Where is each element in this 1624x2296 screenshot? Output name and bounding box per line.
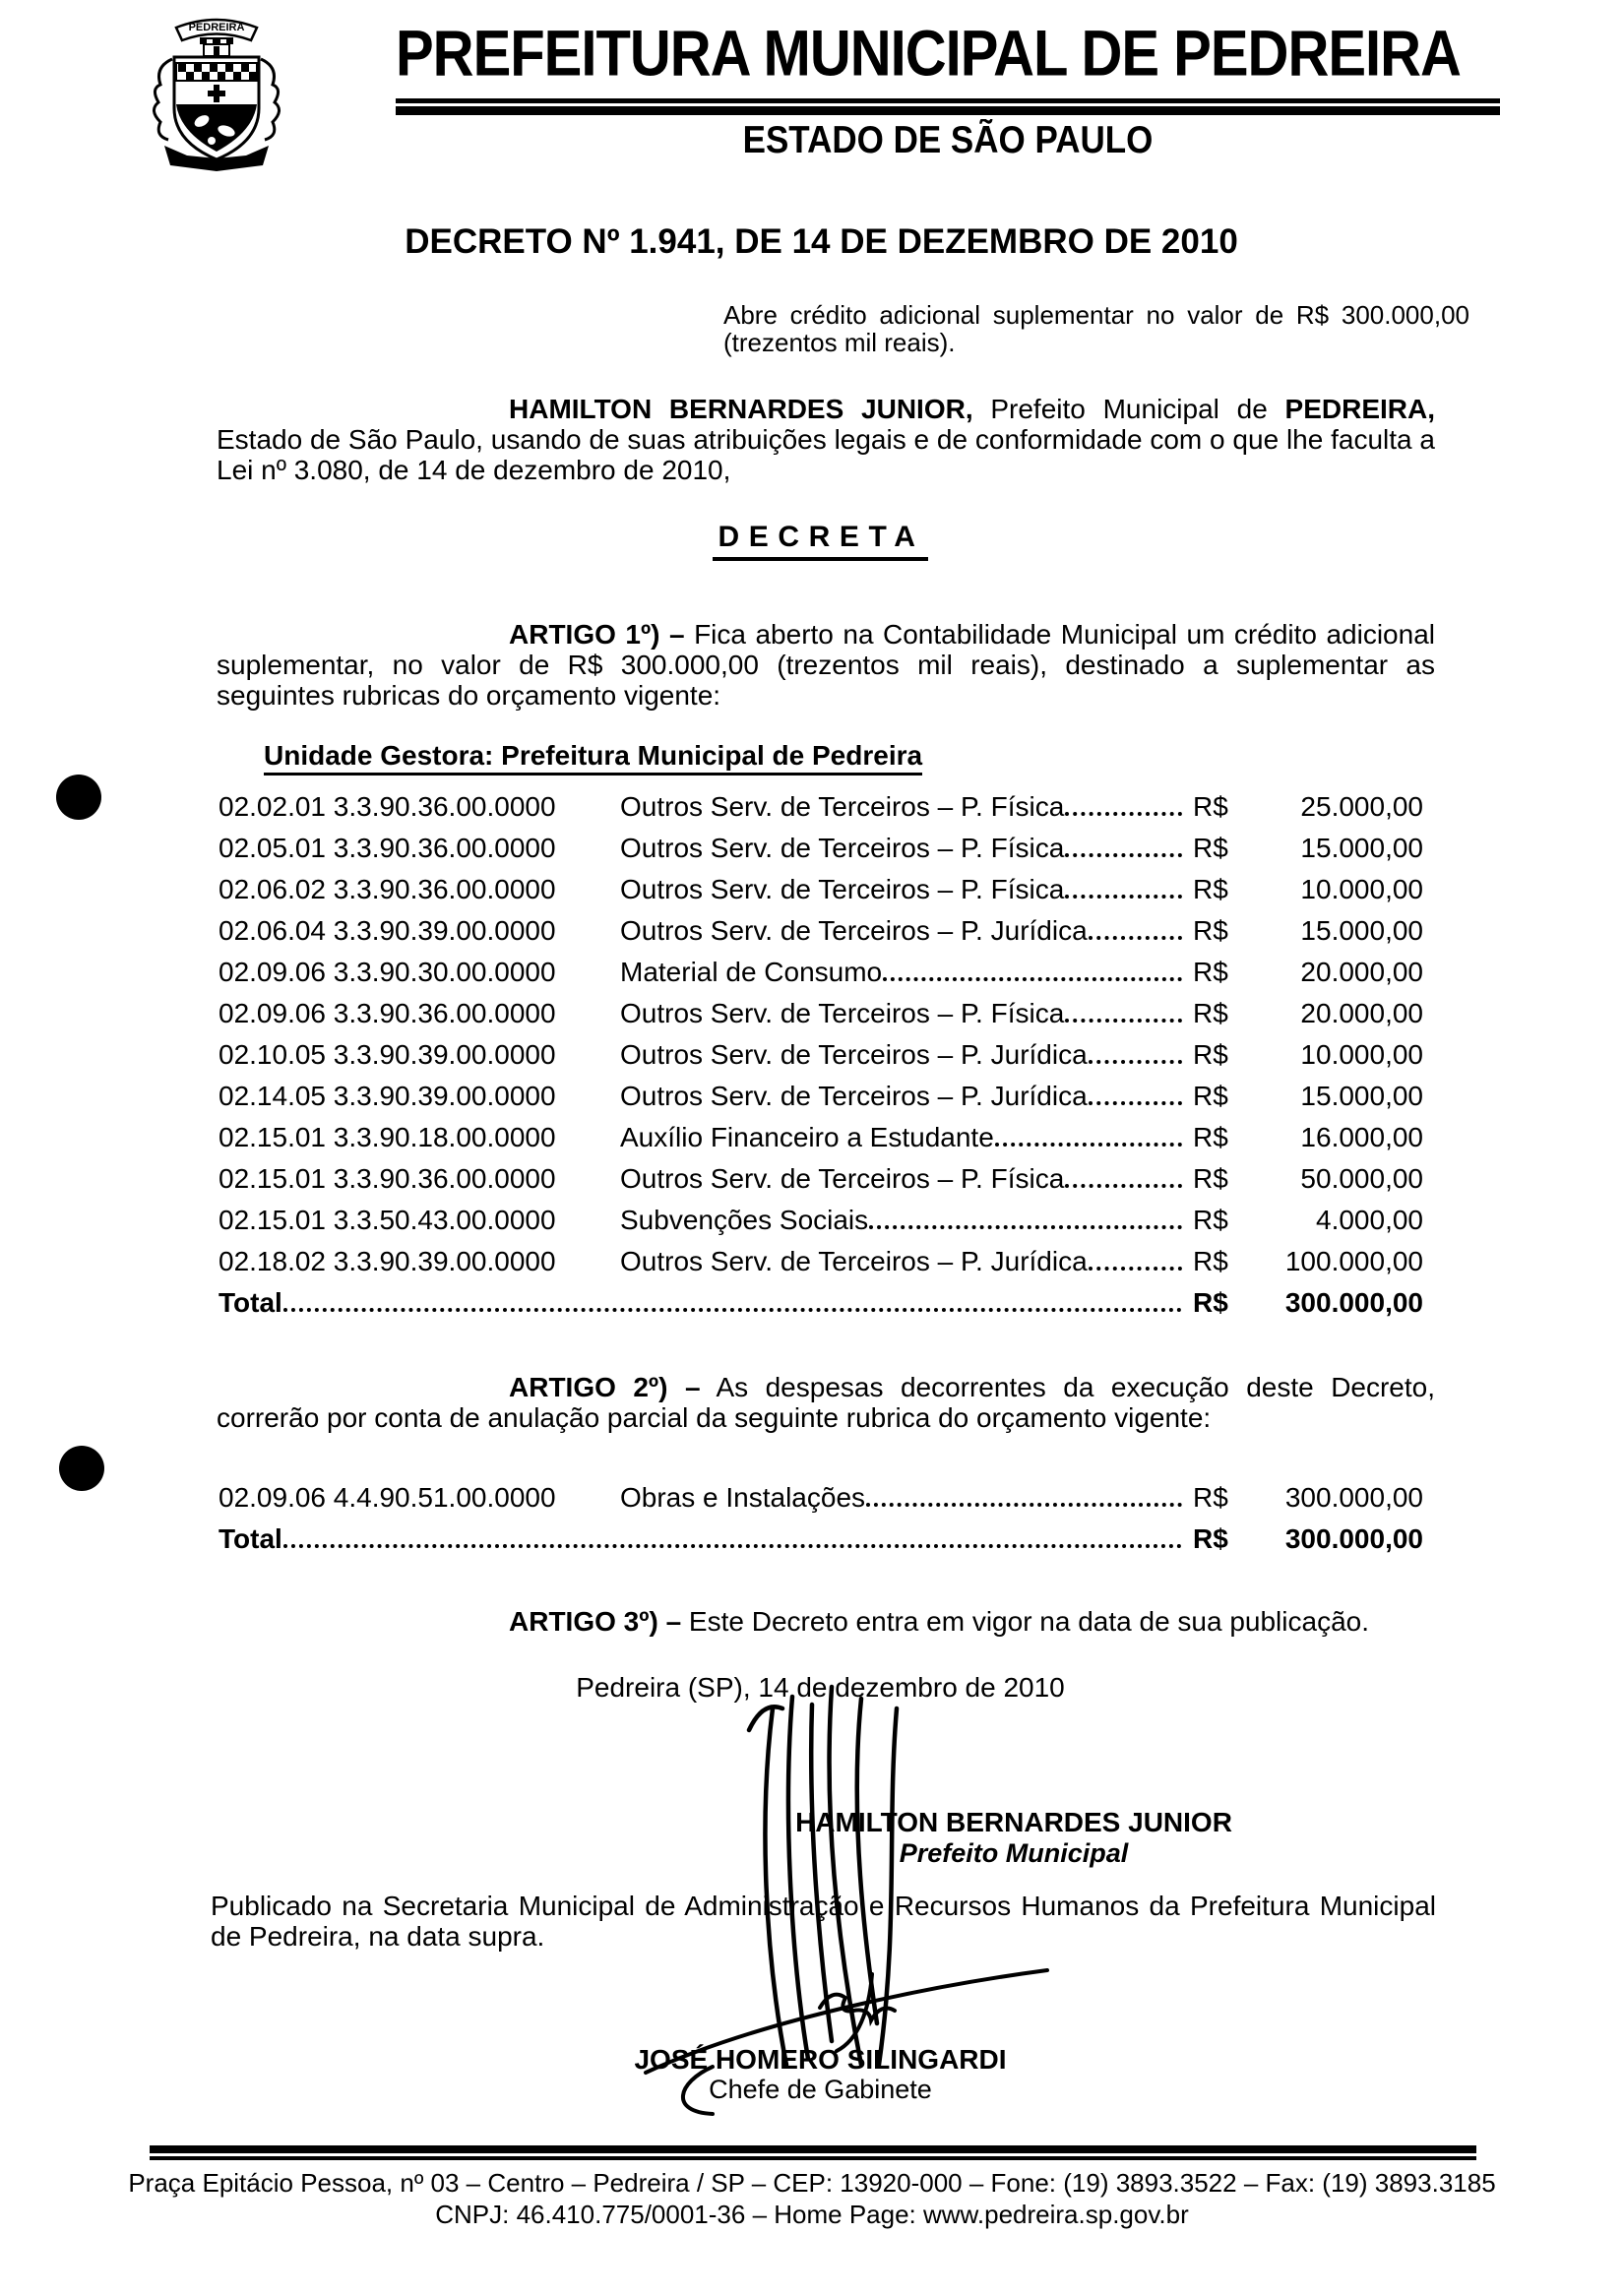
row-currency: R$ (1193, 1122, 1228, 1152)
mayor-title: Prefeito Municipal (899, 1838, 1129, 1868)
hole-punch-top (56, 775, 101, 820)
artigo2-paragraph (217, 1372, 1435, 1433)
table-row (219, 1071, 1423, 1112)
row-description-text: Outros Serv. de Terceiros – P. Física (620, 791, 1065, 822)
row-code: 02.06.04 3.3.90.39.00.0000 (219, 915, 556, 946)
table-row (219, 781, 1423, 823)
row-description-text: Outros Serv. de Terceiros – P. Física (620, 874, 1065, 904)
row-currency: R$ (1193, 1081, 1228, 1111)
row-description-text: Outros Serv. de Terceiros – P. Jurídica (620, 915, 1088, 946)
dot-leader (1065, 1184, 1182, 1188)
row-description-text: Outros Serv. de Terceiros – P. Jurídica (620, 1081, 1088, 1111)
state-name: ESTADO DE SÃO PAULO (742, 119, 1154, 161)
row-description-text: Outros Serv. de Terceiros – P. Física (620, 833, 1065, 863)
crest-lower-field (176, 104, 257, 152)
row-value: 50.000,00 (1300, 1163, 1423, 1194)
row-description (620, 957, 1185, 988)
row-code: 02.09.06 3.3.90.30.00.0000 (219, 957, 556, 987)
row-value: 4.000,00 (1316, 1205, 1423, 1235)
coat-of-arms-banner-text: PEDREIRA (188, 22, 245, 33)
row-code: 02.02.01 3.3.90.36.00.0000 (219, 791, 556, 822)
table-row (219, 947, 1423, 988)
row-currency: R$ (1193, 791, 1228, 822)
row-value: 16.000,00 (1300, 1122, 1423, 1152)
row-code: 02.18.02 3.3.90.39.00.0000 (219, 1246, 556, 1276)
row-code: 02.14.05 3.3.90.39.00.0000 (219, 1081, 556, 1111)
row-code: 02.10.05 3.3.90.39.00.0000 (219, 1039, 556, 1070)
row-value: 25.000,00 (1300, 791, 1423, 822)
dot-leader (1089, 936, 1182, 940)
row-description-text: Outros Serv. de Terceiros – P. Jurídica (620, 1246, 1088, 1276)
crest-mantling-right (261, 59, 280, 140)
mayor-name-inline: HAMILTON BERNARDES JUNIOR, (509, 394, 973, 424)
dot-leader (869, 1225, 1182, 1229)
table-row (219, 1029, 1423, 1071)
row-currency: R$ (1193, 1163, 1228, 1194)
dot-leader (883, 977, 1182, 981)
table-row (219, 1236, 1423, 1277)
artigo2-text: As despesas decorrentes da execução deste Decreto, correrão por conta de anulação parcial da seguinte rubrica do orçamento vigente: (217, 1372, 1436, 1433)
row-value: 20.000,00 (1300, 957, 1423, 987)
dot-leader (283, 1308, 1182, 1312)
row-value: 10.000,00 (1300, 1039, 1423, 1070)
row-description-text: Material de Consumo (620, 957, 883, 987)
hole-punch-bottom (59, 1446, 104, 1491)
row-value: 15.000,00 (1300, 1081, 1423, 1111)
row-description (620, 833, 1185, 864)
row-currency: R$ (1193, 957, 1228, 987)
artigo1-text: Fica aberto na Contabilidade Municipal um crédito adicional suplementar, no valor de R$ 300.000,00 (trezentos mil reais), destinado a suplementar as seguintes rubricas do orçamento vigente: (217, 619, 1435, 711)
row-currency: R$ (1193, 1482, 1228, 1513)
table-row (219, 1195, 1423, 1236)
dot-leader (283, 1544, 1182, 1548)
dot-leader (995, 1143, 1182, 1147)
dot-leader (1089, 1101, 1182, 1105)
dot-leader (1065, 812, 1182, 816)
crest-mantling-left (154, 59, 172, 140)
table-row (219, 1153, 1423, 1195)
dot-leader (1089, 1267, 1182, 1271)
dot-leader (866, 1503, 1182, 1507)
artigo3-text: Este Decreto entra em vigor na data de sua publicação. (688, 1606, 1369, 1637)
artigo3-paragraph (217, 1606, 1435, 1637)
preamble-text: Prefeito Municipal de (990, 394, 1268, 424)
dot-leader (1065, 895, 1182, 899)
row-code: 02.15.01 3.3.90.18.00.0000 (219, 1122, 556, 1152)
row-currency: R$ (1193, 833, 1228, 863)
row-currency: R$ (1193, 1246, 1228, 1276)
city-name-inline: PEDREIRA, (1284, 394, 1436, 424)
row-code: 02.15.01 3.3.90.36.00.0000 (219, 1163, 556, 1194)
row-code: 02.09.06 3.3.90.36.00.0000 (219, 998, 556, 1028)
budget-table-artigo2 (219, 1472, 1423, 1555)
artigo1-lead: ARTIGO 1º) – (509, 619, 685, 650)
row-currency: R$ (1193, 915, 1228, 946)
row-description (620, 915, 1185, 947)
chief-title: Chefe de Gabinete (709, 2075, 932, 2104)
row-description (620, 998, 1185, 1029)
total-currency: R$ (1193, 1523, 1228, 1554)
decree-summary: Abre crédito adicional suplementar no valor de R$ 300.000,00 (trezentos mil reais). (723, 300, 1469, 357)
header-rule (396, 98, 1500, 115)
row-description (620, 1122, 1185, 1153)
row-description (620, 1246, 1185, 1277)
row-value: 100.000,00 (1284, 1246, 1423, 1276)
footer-address: Praça Epitácio Pessoa, nº 03 – Centro – Pedreira / SP – CEP: 13920-000 – Fone: (19) 3893.3522 – Fax: (19) 3893.3185 (128, 2168, 1496, 2198)
row-value: 20.000,00 (1300, 998, 1423, 1028)
table-row (219, 1112, 1423, 1153)
city-coat-of-arms (143, 8, 290, 173)
dot-leader (1065, 853, 1182, 857)
artigo2-lead: ARTIGO 2º) – (509, 1372, 701, 1402)
footer-rule (150, 2145, 1476, 2160)
row-description-text: Obras e Instalações (620, 1482, 866, 1513)
row-code: 02.09.06 4.4.90.51.00.0000 (219, 1482, 556, 1513)
budget-table-artigo1 (219, 781, 1423, 1319)
row-description-text: Subvenções Sociais (620, 1205, 869, 1235)
row-description (620, 1039, 1185, 1071)
organization-name: PREFEITURA MUNICIPAL DE PEDREIRA (396, 17, 1461, 91)
unidade-gestora-heading: Unidade Gestora: Prefeitura Municipal de Pedreira (264, 740, 922, 772)
row-currency: R$ (1193, 998, 1228, 1028)
row-description (620, 791, 1185, 823)
row-code: 02.15.01 3.3.50.43.00.0000 (219, 1205, 556, 1235)
total-currency: R$ (1193, 1287, 1228, 1318)
preamble-paragraph (217, 394, 1435, 485)
row-value: 300.000,00 (1284, 1482, 1423, 1513)
row-currency: R$ (1193, 874, 1228, 904)
mayor-name: HAMILTON BERNARDES JUNIOR (795, 1807, 1232, 1837)
row-description (620, 874, 1185, 905)
row-description (620, 1482, 1185, 1514)
artigo1-paragraph (217, 619, 1435, 711)
dot-leader (1065, 1019, 1182, 1023)
table-row (219, 1472, 1423, 1514)
row-value: 15.000,00 (1300, 833, 1423, 863)
artigo3-lead: ARTIGO 3º) – (509, 1606, 682, 1637)
row-currency: R$ (1193, 1039, 1228, 1070)
total-label: Total (219, 1287, 282, 1318)
crest-crown (200, 37, 233, 44)
preamble-text-2: Estado de São Paulo, usando de suas atribuições legais e de conformidade com o que lhe faculta a Lei nº 3.080, de 14 de dezembro de 2010, (217, 424, 1435, 485)
dateline: Pedreira (SP), 14 de dezembro de 2010 (576, 1672, 1065, 1703)
dot-leader (1089, 1060, 1182, 1064)
publication-note: Publicado na Secretaria Municipal de Administração e Recursos Humanos da Prefeitura Municipal de Pedreira, na data supra. (211, 1891, 1436, 1952)
table-total-row (219, 1277, 1423, 1319)
total-label: Total (219, 1523, 282, 1554)
row-description-text: Outros Serv. de Terceiros – P. Física (620, 1163, 1065, 1194)
row-description (620, 1163, 1185, 1195)
row-code: 02.06.02 3.3.90.36.00.0000 (219, 874, 556, 904)
row-description (620, 1205, 1185, 1236)
row-value: 15.000,00 (1300, 915, 1423, 946)
table-total-row (219, 1514, 1423, 1555)
row-description-text: Outros Serv. de Terceiros – P. Física (620, 998, 1065, 1028)
row-code: 02.05.01 3.3.90.36.00.0000 (219, 833, 556, 863)
table-row (219, 988, 1423, 1029)
row-description (620, 1081, 1185, 1112)
row-description-text: Auxílio Financeiro a Estudante (620, 1122, 994, 1152)
row-description-text: Outros Serv. de Terceiros – P. Jurídica (620, 1039, 1088, 1070)
table-row (219, 864, 1423, 905)
decreta-heading: DECRETA (219, 521, 1422, 561)
decree-title: DECRETO Nº 1.941, DE 14 DE DEZEMBRO DE 2010 (405, 222, 1238, 261)
footer-cnpj: CNPJ: 46.410.775/0001-36 – Home Page: www.pedreira.sp.gov.br (435, 2200, 1189, 2229)
table-row (219, 823, 1423, 864)
chief-name: JOSÉ HOMERO SILINGARDI (634, 2044, 1007, 2075)
row-value: 10.000,00 (1300, 874, 1423, 904)
total-value: 300.000,00 (1284, 1523, 1423, 1554)
row-currency: R$ (1193, 1205, 1228, 1235)
total-value: 300.000,00 (1284, 1287, 1423, 1318)
table-row (219, 905, 1423, 947)
